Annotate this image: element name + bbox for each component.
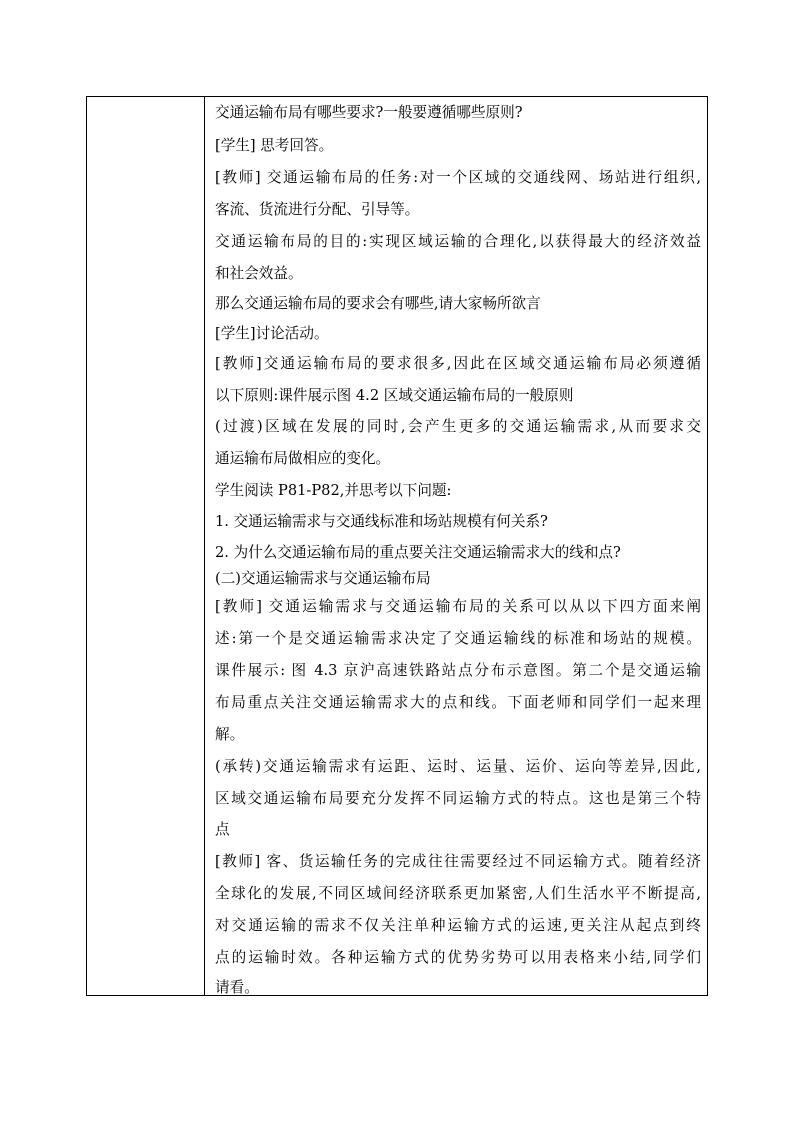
text-line-28: 点的运输时效。各种运输方式的优势劣势可以用表格来小结,同学们	[215, 949, 701, 966]
text-line-4: 客流、货流进行分配、引导等。	[215, 201, 420, 218]
text-line-11: (过渡)区域在发展的同时,会产生更多的交通运输需求,从而要求交	[215, 418, 701, 435]
text-line-15: 2. 为什么交通运输布局的重点要关注交通运输需求大的线和点?	[215, 544, 621, 561]
text-line-9: [教师]交通运输布局的要求很多,因此在区域交通运输布局必须遵循	[215, 355, 701, 372]
text-line-12: 通运输布局做相应的变化。	[215, 450, 391, 467]
text-line-27: 对交通运输的需求不仅关注单种运输方式的运速,更关注从起点到终	[215, 917, 701, 934]
text-line-13: 学生阅读 P81-P82,并思考以下问题:	[215, 482, 452, 499]
text-line-17: [教师] 交通运输需求与交通运输布局的关系可以从以下四方面来阐	[215, 598, 701, 615]
text-line-20: 布局重点关注交通运输需求大的点和线。下面老师和同学们一起来理	[215, 694, 701, 711]
text-line-2: [学生] 思考回答。	[215, 137, 334, 154]
text-line-29: 请看。	[215, 979, 259, 996]
lesson-table	[86, 96, 708, 996]
text-line-3: [教师] 交通运输布局的任务:对一个区域的交通线网、场站进行组织,	[215, 169, 701, 186]
text-line-18: 述:第一个是交通运输需求决定了交通运输线的标准和场站的规模。	[215, 630, 701, 647]
text-line-8: [学生]讨论活动。	[215, 325, 329, 342]
text-line-24: 点	[215, 821, 230, 838]
left-column-cell	[87, 97, 205, 995]
text-line-25: [教师] 客、货运输任务的完成往往需要经过不同运输方式。随着经济	[215, 853, 701, 870]
text-line-6: 和社会效益。	[215, 265, 303, 282]
text-line-23: 区域交通运输布局要充分发挥不同运输方式的特点。这也是第三个特	[215, 790, 701, 807]
text-line-22: (承转)交通运输需求有运距、运时、运量、运价、运向等差异,因此,	[215, 758, 701, 775]
text-line-1: 交通运输布局有哪些要求?一般要遵循哪些原则?	[215, 104, 523, 121]
text-line-14: 1. 交通运输需求与交通线标准和场站规模有何关系?	[215, 513, 548, 530]
text-line-19: 课件展示: 图 4.3 京沪高速铁路站点分布示意图。第二个是交通运输	[215, 662, 701, 679]
text-line-5: 交通运输布局的目的:实现区域运输的合理化,以获得最大的经济效益	[215, 233, 701, 250]
text-line-10: 以下原则:课件展示图 4.2 区域交通运输布局的一般原则	[215, 387, 574, 404]
content-cell	[205, 97, 707, 995]
text-line-16: (二)交通运输需求与交通运输布局	[215, 570, 431, 587]
text-line-21: 解。	[215, 726, 245, 743]
text-line-7: 那么交通运输布局的要求会有哪些,请大家畅所欲言	[215, 295, 541, 312]
text-line-26: 全球化的发展,不同区域间经济联系更加紧密,人们生活水平不断提高,	[215, 885, 701, 902]
